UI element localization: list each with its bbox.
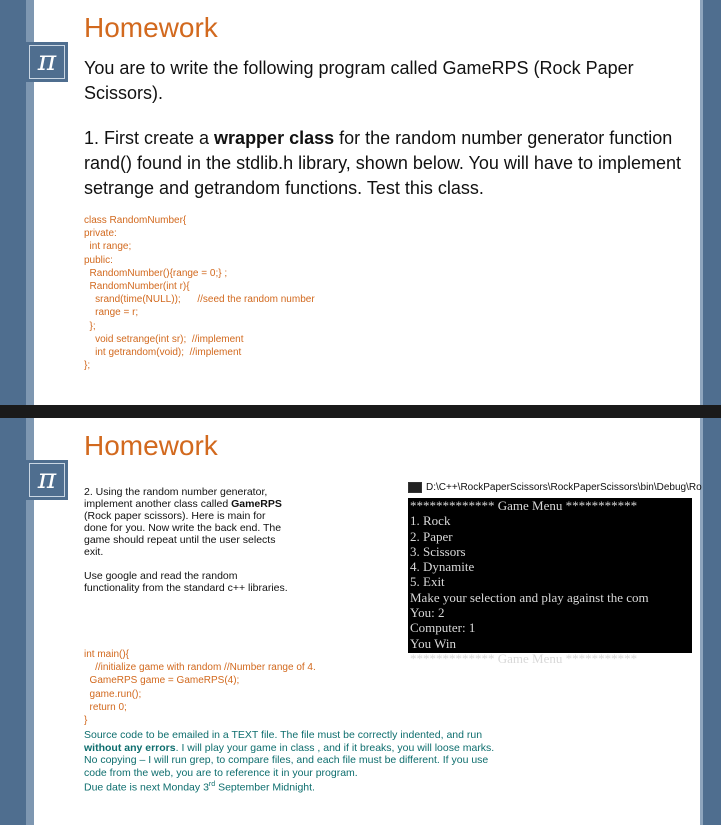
due-date: Due date is next Monday 3rd September Midnight. (84, 781, 315, 794)
random-number-code: class RandomNumber{ private: int range; public: RandomNumber(){range = 0;} ; RandomNumber(int r){ srand(time(NULL)); //seed the random number range = r; }; void setrange(int sr); //implement int getrandom(void); //implement }; (84, 215, 315, 372)
slide-2-title: Homework (84, 430, 218, 461)
right-bar-accent (700, 418, 703, 825)
slide-2 (0, 418, 721, 825)
gamerps-description (84, 486, 289, 606)
slide-1-body (84, 56, 684, 221)
console-screenshot (408, 478, 702, 666)
task-2-text: 2. Using the random number generator, implement another class called GameRPS (Rock paper scissors). Here is main for done for you. Now write the back end. The game should repeat until the user selects exit. (84, 486, 282, 558)
left-bar (0, 0, 26, 405)
right-bar (703, 0, 721, 405)
intro-text: You are to write the following program called GameRPS (Rock Paper Scissors). (84, 58, 634, 103)
right-bar (703, 418, 721, 825)
main-code: int main(){ //initialize game with random //Number range of 4. GameRPS game = GameRPS(4); game.run(); return 0; } (84, 649, 316, 727)
console-title-bar (408, 478, 702, 498)
console-window-icon (408, 482, 422, 493)
pi-symbol-icon: π (26, 42, 68, 82)
right-bar-accent (700, 0, 703, 405)
gamerps-bold: GameRPS (231, 498, 282, 510)
pi-symbol-icon: π (26, 460, 68, 500)
slide-1-title: Homework (84, 12, 218, 43)
submission-instructions: Source code to be emailed in a TEXT file. The file must be correctly indented, and run without any errors. I will play your game in class , and if it breaks, you will loose marks. No copying – I will run grep, to compare files, and each file must be different. If you use code from the web, you are to reference it in your program. Due date is next Monday 3rd September Midnight. (84, 729, 564, 794)
wrapper-class-bold: wrapper class (214, 128, 335, 148)
console-output: ************* Game Menu *********** 1. Rock 2. Paper 3. Scissors 4. Dynamite 5. Exit Make your selection and play against the com You: 2 Computer: 1 You Win ************* Game Menu *********** (408, 498, 692, 653)
google-hint-text: Use google and read the random functionality from the standard c++ libraries. (84, 570, 288, 594)
slide-1 (0, 0, 721, 405)
task-1-text: 1. First create a wrapper class for the random number generator function rand() found in the stdlib.h library, shown below. You will have to implement setrange and getrandom functions. Test this class. (84, 128, 681, 198)
left-bar (0, 418, 26, 825)
console-title: D:\C++\RockPaperScissors\RockPaperScissors\bin\Debug\Ro (426, 482, 702, 493)
